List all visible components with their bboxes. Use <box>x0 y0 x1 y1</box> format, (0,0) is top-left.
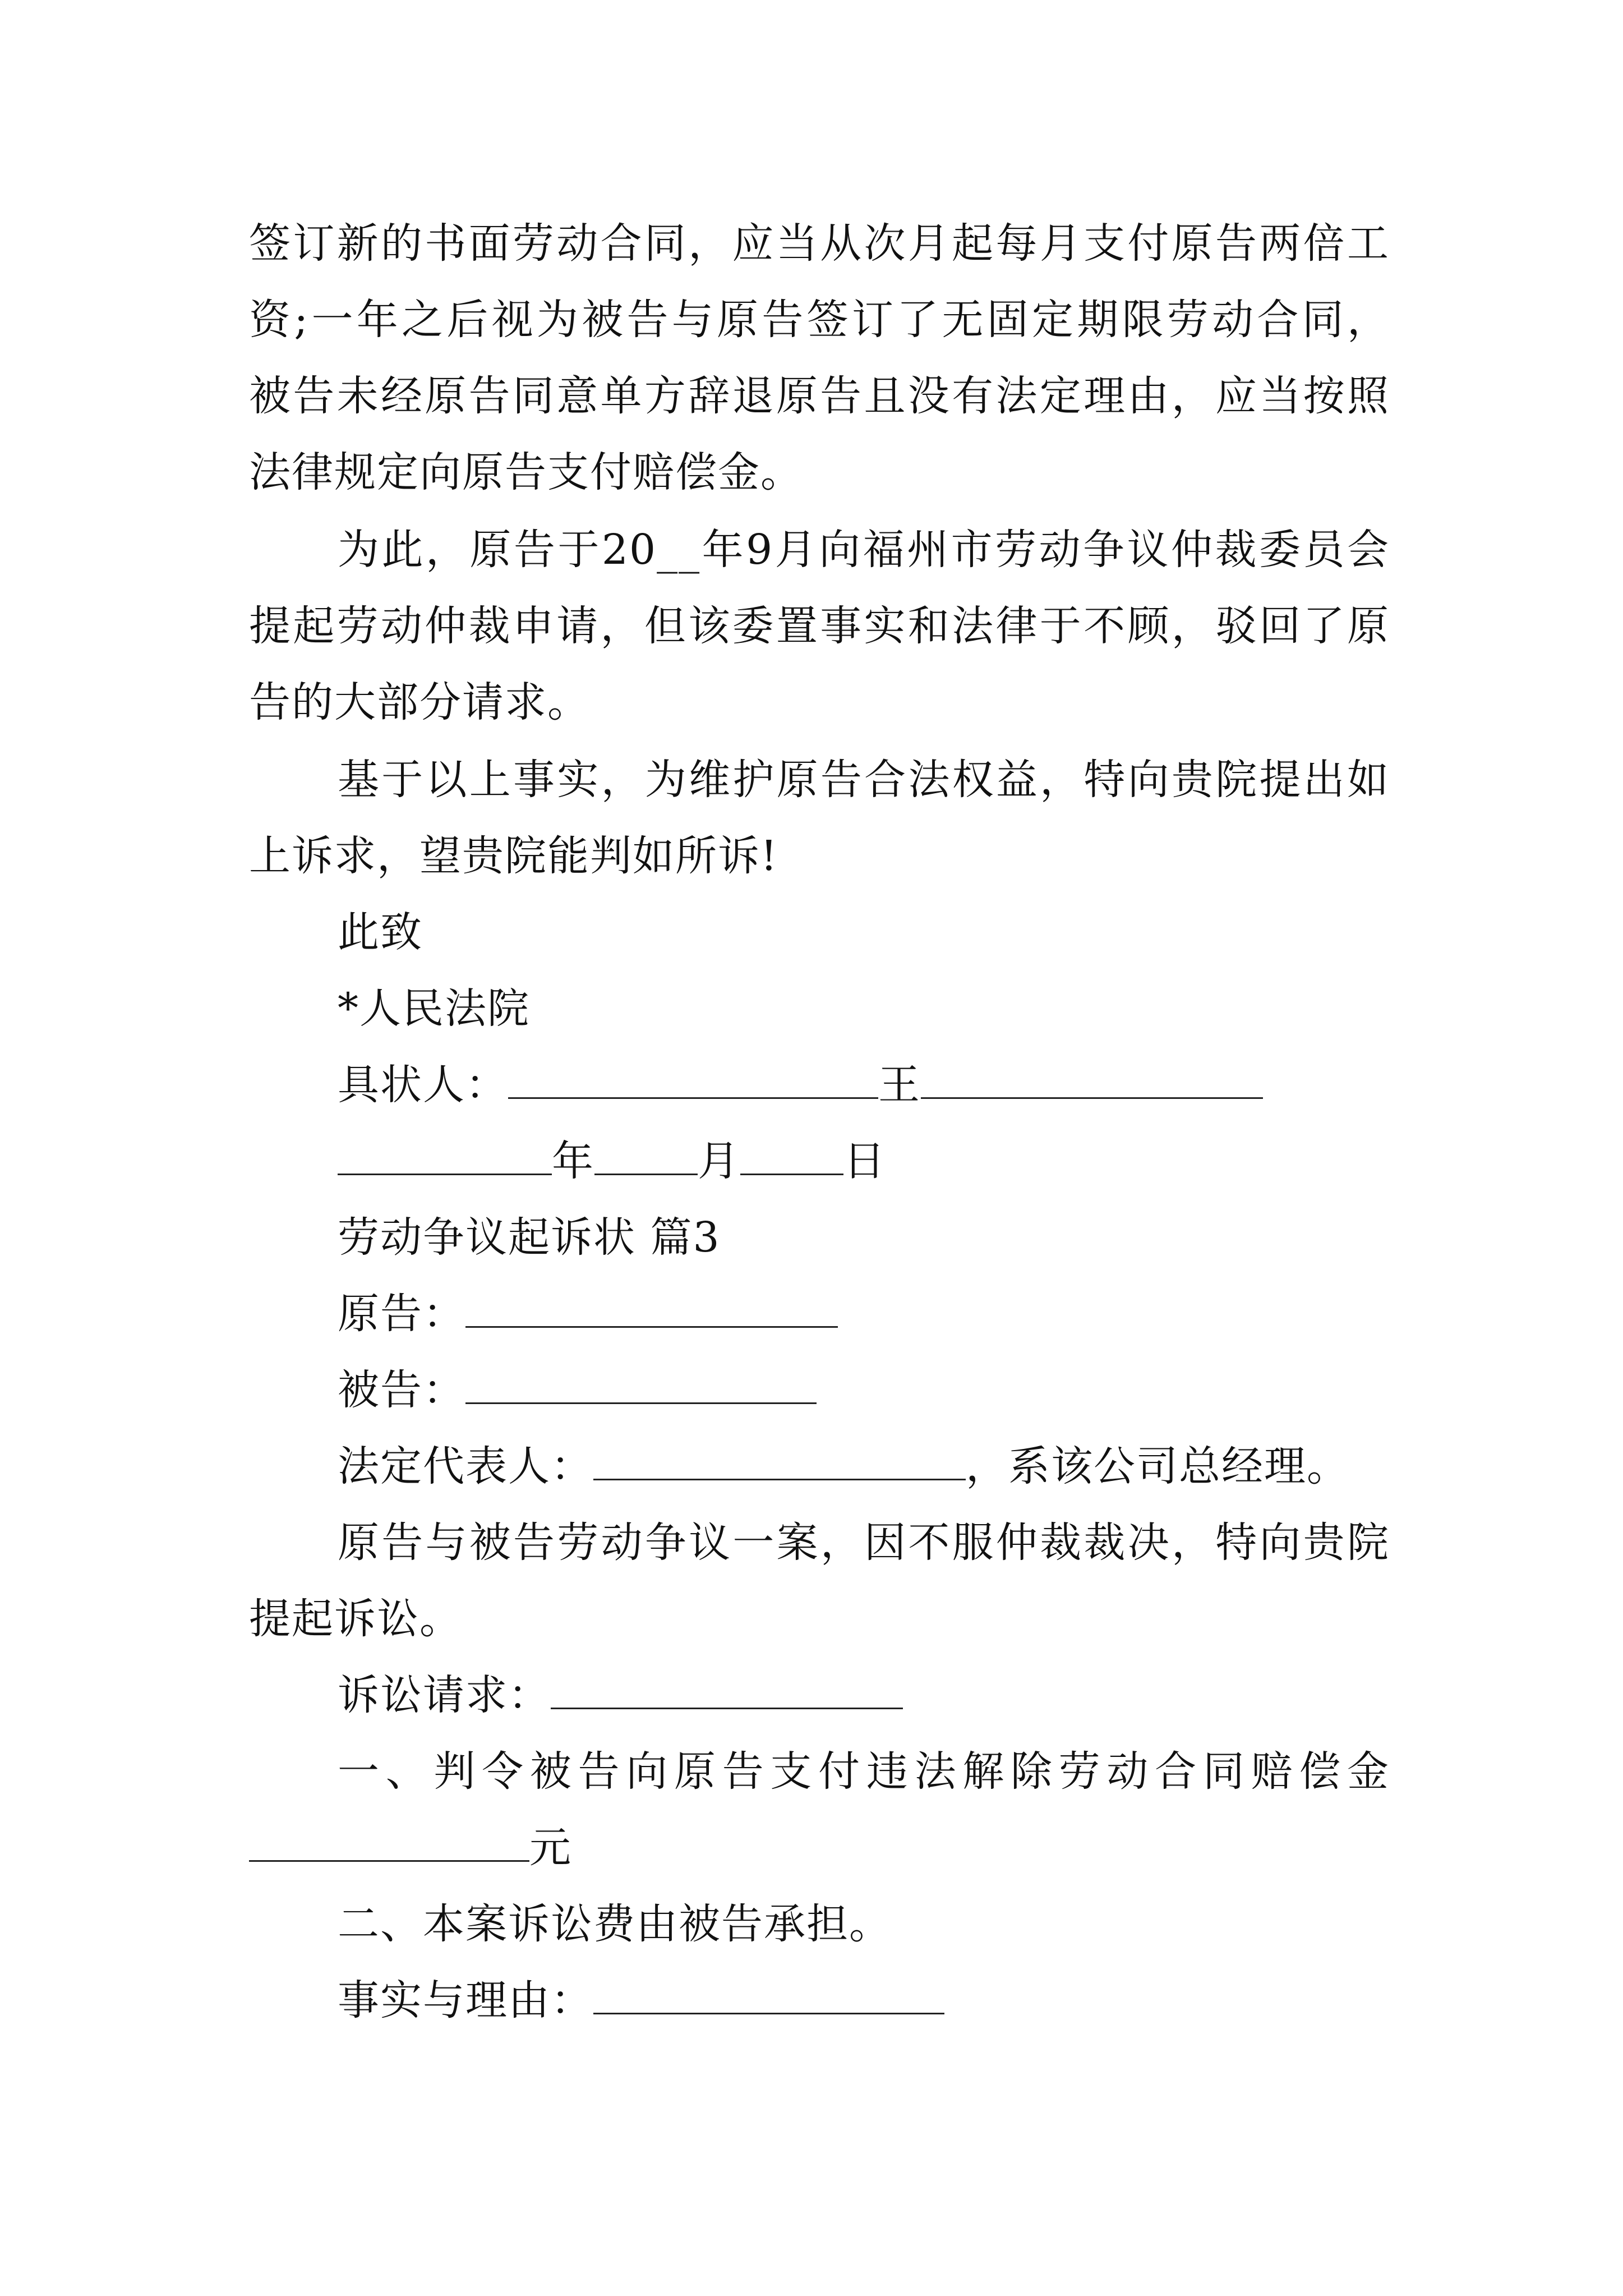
paragraph-line: 告的大部分请求。 <box>249 678 590 726</box>
signer-line <box>338 1057 1263 1113</box>
claim-item-1: 一、判令被告向原告支付违法解除劳动合同赔偿金 <box>338 1747 1390 1796</box>
date-line <box>338 1133 886 1189</box>
plaintiff-line <box>338 1286 838 1342</box>
legal-rep-label: 法定代表人： <box>338 1442 593 1490</box>
date-month: 月 <box>698 1137 740 1185</box>
year-blank <box>338 1138 552 1175</box>
paragraph-line: 被告未经原告同意单方辞退原告且没有法定理由，应当按照 <box>249 372 1390 420</box>
claim-unit: 元 <box>529 1824 572 1872</box>
paragraph-line: 提起劳动仲裁申请，但该委置事实和法律于不顾，驳回了原 <box>249 602 1390 650</box>
signer-label: 具状人： <box>338 1061 508 1109</box>
signer-blank-2 <box>921 1061 1263 1099</box>
paragraph-line: 基于以上事实，为维护原告合法权益，特向贵院提出如 <box>338 756 1390 804</box>
day-blank <box>740 1138 843 1175</box>
date-day: 日 <box>843 1137 886 1185</box>
claim-item-1-amount <box>249 1820 572 1876</box>
plaintiff-label: 原告： <box>338 1290 465 1338</box>
signer-blank <box>508 1061 878 1099</box>
amount-blank <box>249 1824 529 1862</box>
facts-line <box>338 1972 944 2028</box>
paragraph-line: 原告与被告劳动争议一案，因不服仲裁裁决，特向贵院 <box>338 1519 1390 1567</box>
claims-blank <box>551 1672 903 1709</box>
paragraph-line: 资;一年之后视为被告与原告签订了无固定期限劳动合同， <box>249 296 1390 344</box>
defendant-blank <box>465 1366 817 1404</box>
claims-line <box>338 1667 903 1723</box>
plaintiff-blank <box>465 1290 838 1328</box>
legal-rep-line <box>338 1438 1349 1494</box>
court-name: *人民法院 <box>338 984 530 1033</box>
defendant-label: 被告： <box>338 1366 465 1414</box>
legal-rep-suffix: ，系该公司总经理。 <box>966 1442 1349 1490</box>
claim-item-2: 二、本案诉讼费由被告承担。 <box>338 1900 892 1948</box>
facts-label: 事实与理由： <box>338 1976 593 2024</box>
claims-label: 诉讼请求： <box>338 1671 551 1719</box>
paragraph-line: 为此，原告于20__年9月向福州市劳动争议仲裁委员会 <box>338 526 1390 574</box>
month-blank <box>594 1138 698 1175</box>
signer-name: 王 <box>878 1061 921 1109</box>
paragraph-line: 签订新的书面劳动合同，应当从次月起每月支付原告两倍工 <box>249 219 1390 268</box>
section-title: 劳动争议起诉状 篇3 <box>338 1213 721 1262</box>
facts-blank <box>593 1977 944 2014</box>
salutation: 此致 <box>338 908 423 956</box>
paragraph-line: 上诉求，望贵院能判如所诉! <box>249 832 778 880</box>
defendant-line <box>338 1362 817 1418</box>
paragraph-line: 提起诉讼。 <box>249 1595 462 1643</box>
paragraph-line: 法律规定向原告支付赔偿金。 <box>249 448 803 496</box>
legal-rep-blank <box>593 1443 966 1480</box>
date-year: 年 <box>552 1137 594 1185</box>
